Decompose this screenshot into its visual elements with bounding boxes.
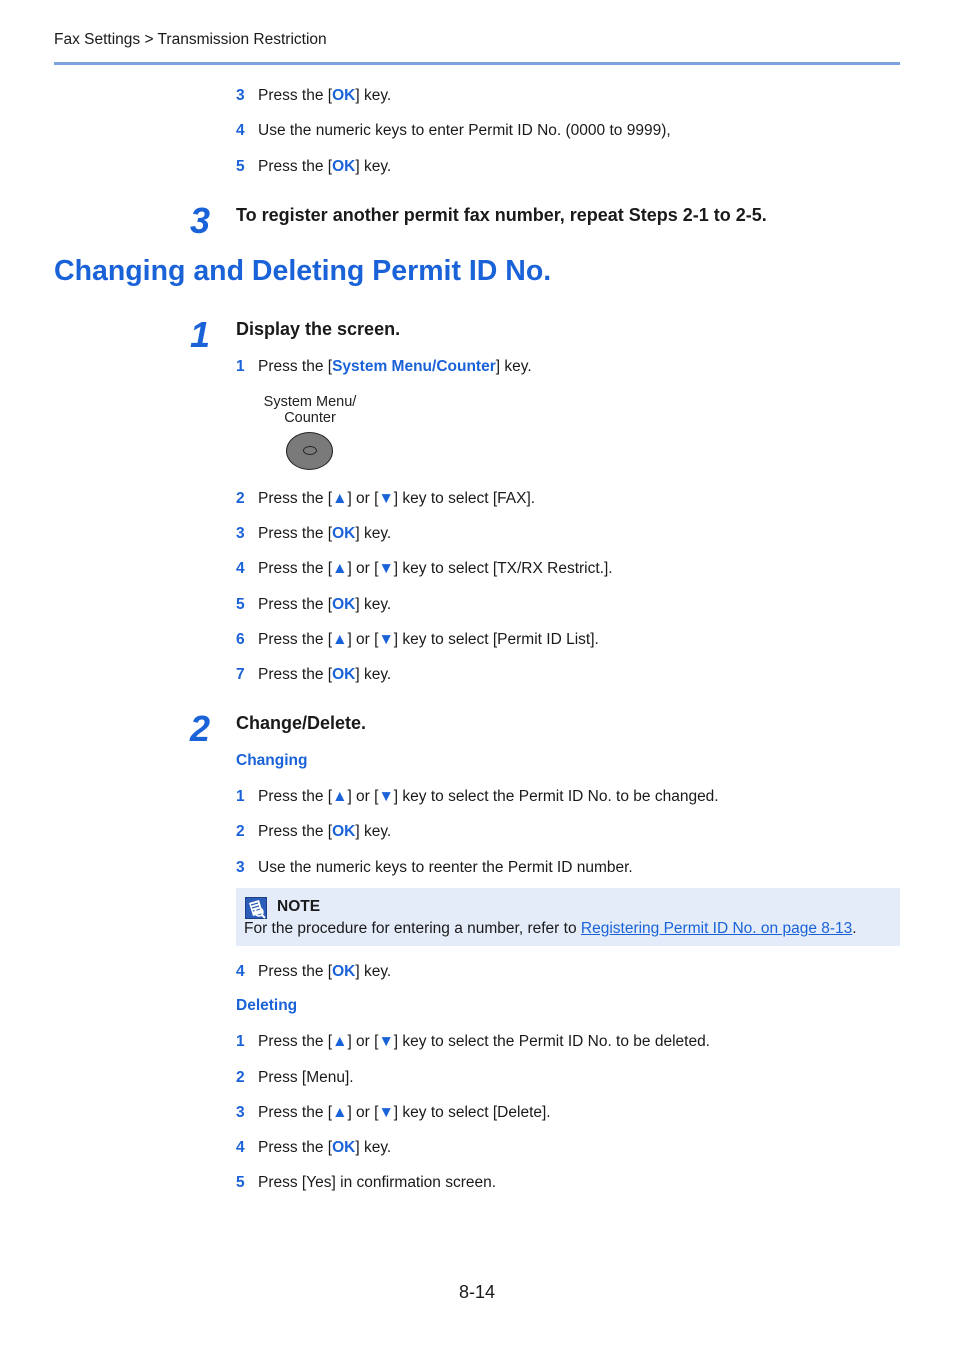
- ok-key-label: OK: [332, 525, 356, 542]
- ok-key-label: OK: [332, 596, 356, 613]
- down-arrow-icon: ▼: [378, 1033, 394, 1050]
- step-number: 5: [236, 158, 245, 175]
- list-item: 7 Press the [OK] key.: [236, 666, 392, 683]
- down-arrow-icon: ▼: [378, 490, 394, 507]
- step-number: 4: [236, 1139, 245, 1156]
- breadcrumb: Fax Settings > Transmission Restriction: [54, 31, 327, 48]
- list-item: 1 Press the [System Menu/Counter] key.: [236, 358, 532, 375]
- step-number: 3: [236, 525, 245, 542]
- list-item: 2 Press [Menu].: [236, 1069, 354, 1086]
- up-arrow-icon: ▲: [332, 1104, 348, 1121]
- step-title: Display the screen.: [236, 319, 401, 339]
- note-box: [236, 888, 900, 946]
- list-item: 1 Press the [▲] or [▼] key to select the Permit ID No. to be deleted.: [236, 1033, 710, 1050]
- list-item: 2 Press the [▲] or [▼] key to select [FAX].: [236, 490, 536, 507]
- ok-key-label: OK: [332, 666, 356, 683]
- up-arrow-icon: ▲: [332, 490, 348, 507]
- list-item: 5 Press [Yes] in confirmation screen.: [236, 1174, 497, 1191]
- step-number: 4: [236, 560, 245, 577]
- step-number: 6: [236, 631, 245, 648]
- step-title: To register another permit fax number, repeat Steps 2-1 to 2-5.: [236, 205, 767, 225]
- system-menu-key-icon: [286, 432, 333, 470]
- step-number: 7: [236, 666, 245, 683]
- up-arrow-icon: ▲: [332, 631, 348, 648]
- step-number: 2: [236, 1069, 245, 1086]
- key-illustration-label: System Menu/ Counter: [263, 394, 357, 426]
- system-menu-key-label: System Menu/Counter: [332, 358, 496, 375]
- list-item: 3 Press the [OK] key.: [236, 87, 392, 104]
- list-item: 2 Press the [OK] key.: [236, 823, 392, 840]
- step-number: 3: [236, 859, 245, 876]
- list-item: 3 Press the [▲] or [▼] key to select [Delete].: [236, 1104, 551, 1121]
- page-number: 8-14: [458, 1282, 496, 1302]
- step-number: 1: [236, 788, 245, 805]
- step-number-large: 2: [190, 708, 211, 749]
- up-arrow-icon: ▲: [332, 1033, 348, 1050]
- note-icon: [245, 897, 267, 919]
- step-number: 3: [236, 1104, 245, 1121]
- step-number: 1: [236, 1033, 245, 1050]
- ok-key-label: OK: [332, 823, 356, 840]
- step-number-large: 1: [190, 314, 211, 355]
- list-item: 3 Use the numeric keys to reenter the Permit ID number.: [236, 859, 633, 876]
- step-number: 2: [236, 490, 245, 507]
- list-item: 4 Press the [▲] or [▼] key to select [TX/RX Restrict.].: [236, 560, 613, 577]
- step-number: 4: [236, 963, 245, 980]
- step-number: 5: [236, 1174, 245, 1191]
- step-number: 2: [236, 823, 245, 840]
- up-arrow-icon: ▲: [332, 560, 348, 577]
- list-item: 6 Press the [▲] or [▼] key to select [Permit ID List].: [236, 631, 599, 648]
- up-arrow-icon: ▲: [332, 788, 348, 805]
- step-number: 4: [236, 122, 245, 139]
- list-item: 3 Press the [OK] key.: [236, 525, 392, 542]
- step-number: 1: [236, 358, 245, 375]
- note-link[interactable]: Registering Permit ID No. on page 8-13: [580, 920, 853, 937]
- list-item: 5 Press the [OK] key.: [236, 158, 392, 175]
- ok-key-label: OK: [332, 1139, 356, 1156]
- subheading-changing: Changing: [236, 752, 308, 769]
- down-arrow-icon: ▼: [378, 560, 394, 577]
- list-item: 5 Press the [OK] key.: [236, 596, 392, 613]
- list-item: 4 Use the numeric keys to enter Permit ID No. (0000 to 9999),: [236, 122, 671, 139]
- down-arrow-icon: ▼: [378, 1104, 394, 1121]
- step-number: 3: [236, 87, 245, 104]
- step-number-large: 3: [190, 200, 211, 241]
- ok-key-label: OK: [332, 158, 356, 175]
- list-item: 4 Press the [OK] key.: [236, 963, 392, 980]
- section-title: Changing and Deleting Permit ID No.: [54, 255, 552, 287]
- down-arrow-icon: ▼: [378, 631, 394, 648]
- header-divider: [54, 62, 900, 65]
- step-title: Change/Delete.: [236, 713, 367, 733]
- step-number: 5: [236, 596, 245, 613]
- down-arrow-icon: ▼: [378, 788, 394, 805]
- ok-key-label: OK: [332, 963, 356, 980]
- list-item: 1 Press the [▲] or [▼] key to select the Permit ID No. to be changed.: [236, 788, 719, 805]
- note-text: For the procedure for entering a number, refer to Registering Permit ID No. on page 8-13.: [244, 920, 857, 937]
- note-title: NOTE: [277, 898, 321, 915]
- subheading-deleting: Deleting: [236, 997, 298, 1014]
- ok-key-label: OK: [332, 87, 356, 104]
- list-item: 4 Press the [OK] key.: [236, 1139, 392, 1156]
